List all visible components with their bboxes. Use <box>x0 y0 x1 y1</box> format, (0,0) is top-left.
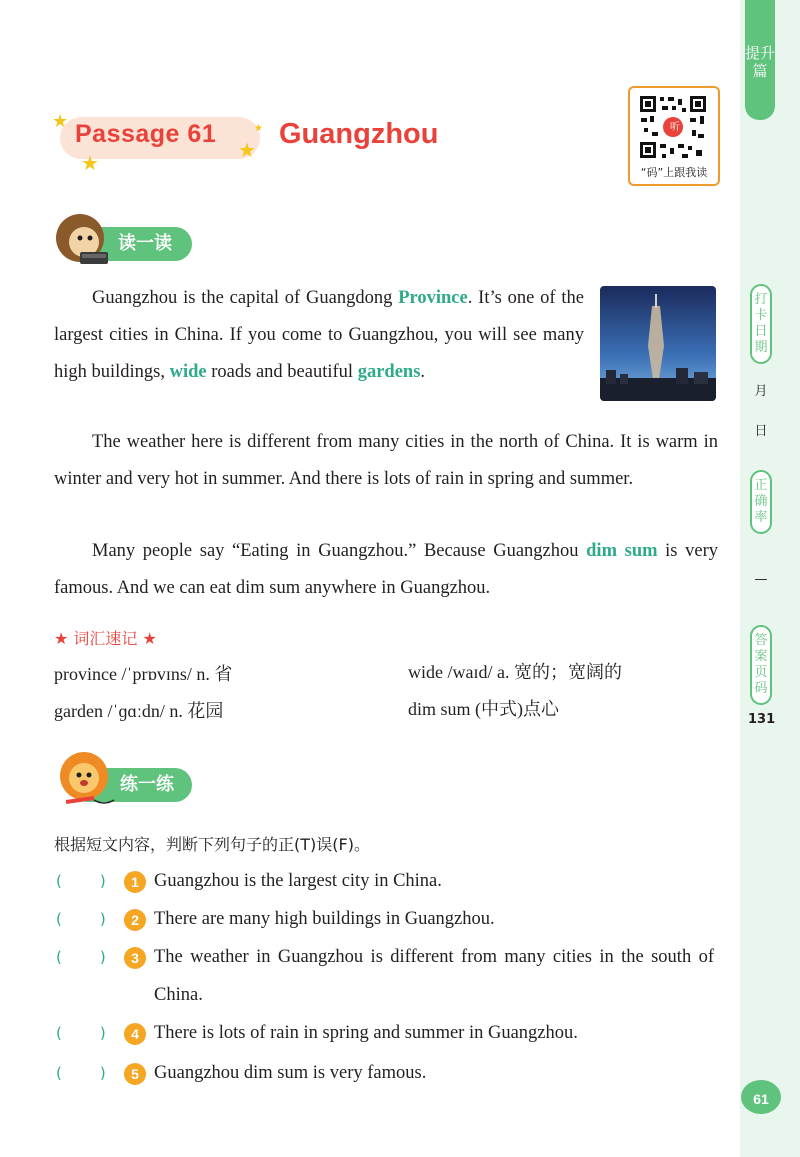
paragraph-1: Guangzhou is the capital of Guangdong Province. It’s one of the largest cities in China. If you come to Guangzhou, you will see many high buildings, wide roads and beautiful gardens. <box>54 288 584 382</box>
answer-blank[interactable]: ( ) <box>56 1024 106 1042</box>
question-row <box>56 862 726 900</box>
qr-caption: “码”上跟我读 <box>640 166 708 179</box>
page-number: 61 <box>741 1080 781 1114</box>
month-label: 月 <box>754 384 768 399</box>
vocab-item: garden /ˈɡɑːdn/ n. 花园 <box>54 701 224 721</box>
star-icon: ★ <box>81 153 99 175</box>
question-text: There are many high buildings in Guangzhou. <box>154 909 495 929</box>
question-number: 3 <box>124 947 146 969</box>
star-icon: ★ <box>254 123 263 134</box>
practice-section-label: 练一练 <box>120 774 174 795</box>
question-row <box>56 1054 726 1092</box>
lion-icon <box>54 748 118 810</box>
answer-page-label: 答案页码 <box>750 625 772 705</box>
question-number: 1 <box>124 871 146 893</box>
vocab-title: ★ 词汇速记 ★ <box>54 629 157 648</box>
vocab-item: wide /waɪd/ a. 宽的；宽阔的 <box>408 662 622 682</box>
question-number: 2 <box>124 909 146 931</box>
question-row <box>56 900 726 938</box>
question-text: The weather in Guangzhou is different from many cities in the south of China. <box>154 947 714 1005</box>
accuracy-dash: — <box>754 572 768 587</box>
question-text: Guangzhou is the largest city in China. <box>154 871 442 891</box>
question-row <box>56 1014 726 1052</box>
question-text: There is lots of rain in spring and summer in Guangzhou. <box>154 1023 578 1043</box>
side-top-tab: 提升篇 <box>745 0 775 120</box>
question-row <box>56 938 726 1014</box>
answer-blank[interactable]: ( ) <box>56 1064 106 1082</box>
answer-page-number: 131 <box>748 712 776 727</box>
canton-tower-photo <box>600 286 716 401</box>
qr-code[interactable] <box>628 86 720 186</box>
question-number: 4 <box>124 1023 146 1045</box>
page-title: Guangzhou <box>279 118 439 150</box>
answer-blank[interactable]: ( ) <box>56 948 106 966</box>
answer-blank[interactable]: ( ) <box>56 910 106 928</box>
accuracy-label: 正确率 <box>750 470 772 534</box>
passage-number: Passage 61 <box>75 120 217 148</box>
question-number: 5 <box>124 1063 146 1085</box>
keyword: gardens <box>357 362 421 382</box>
hedgehog-icon <box>50 210 112 272</box>
paragraph-3: Many people say “Eating in Guangzhou.” Because Guangzhou dim sum is very famous. And we can eat dim sum anywhere in Guangzhou. <box>54 541 718 598</box>
paragraph-2: The weather here is different from many cities in the north of China. It is warm in winter and very hot in summer. And there is lots of rain in spring and summer. <box>54 432 718 489</box>
vocab-item: dim sum (中式)点心 <box>408 699 559 719</box>
day-label: 日 <box>754 424 768 439</box>
star-icon: ★ <box>52 111 69 131</box>
question-text: Guangzhou dim sum is very famous. <box>154 1063 427 1083</box>
keyword: dim sum <box>586 541 658 561</box>
qr-listen-label: 听 <box>670 122 680 133</box>
read-section-label: 读一读 <box>118 233 172 254</box>
exercise-instruction: 根据短文内容，判断下列句子的正(T)误(F)。 <box>54 835 370 854</box>
checkin-label: 打卡日期 <box>750 284 772 364</box>
vocab-item: province /ˈprɒvɪns/ n. 省 <box>54 664 233 684</box>
keyword: wide <box>169 362 207 382</box>
star-icon: ★ <box>238 140 256 162</box>
answer-blank[interactable]: ( ) <box>56 872 106 890</box>
keyword: Province <box>398 288 468 308</box>
